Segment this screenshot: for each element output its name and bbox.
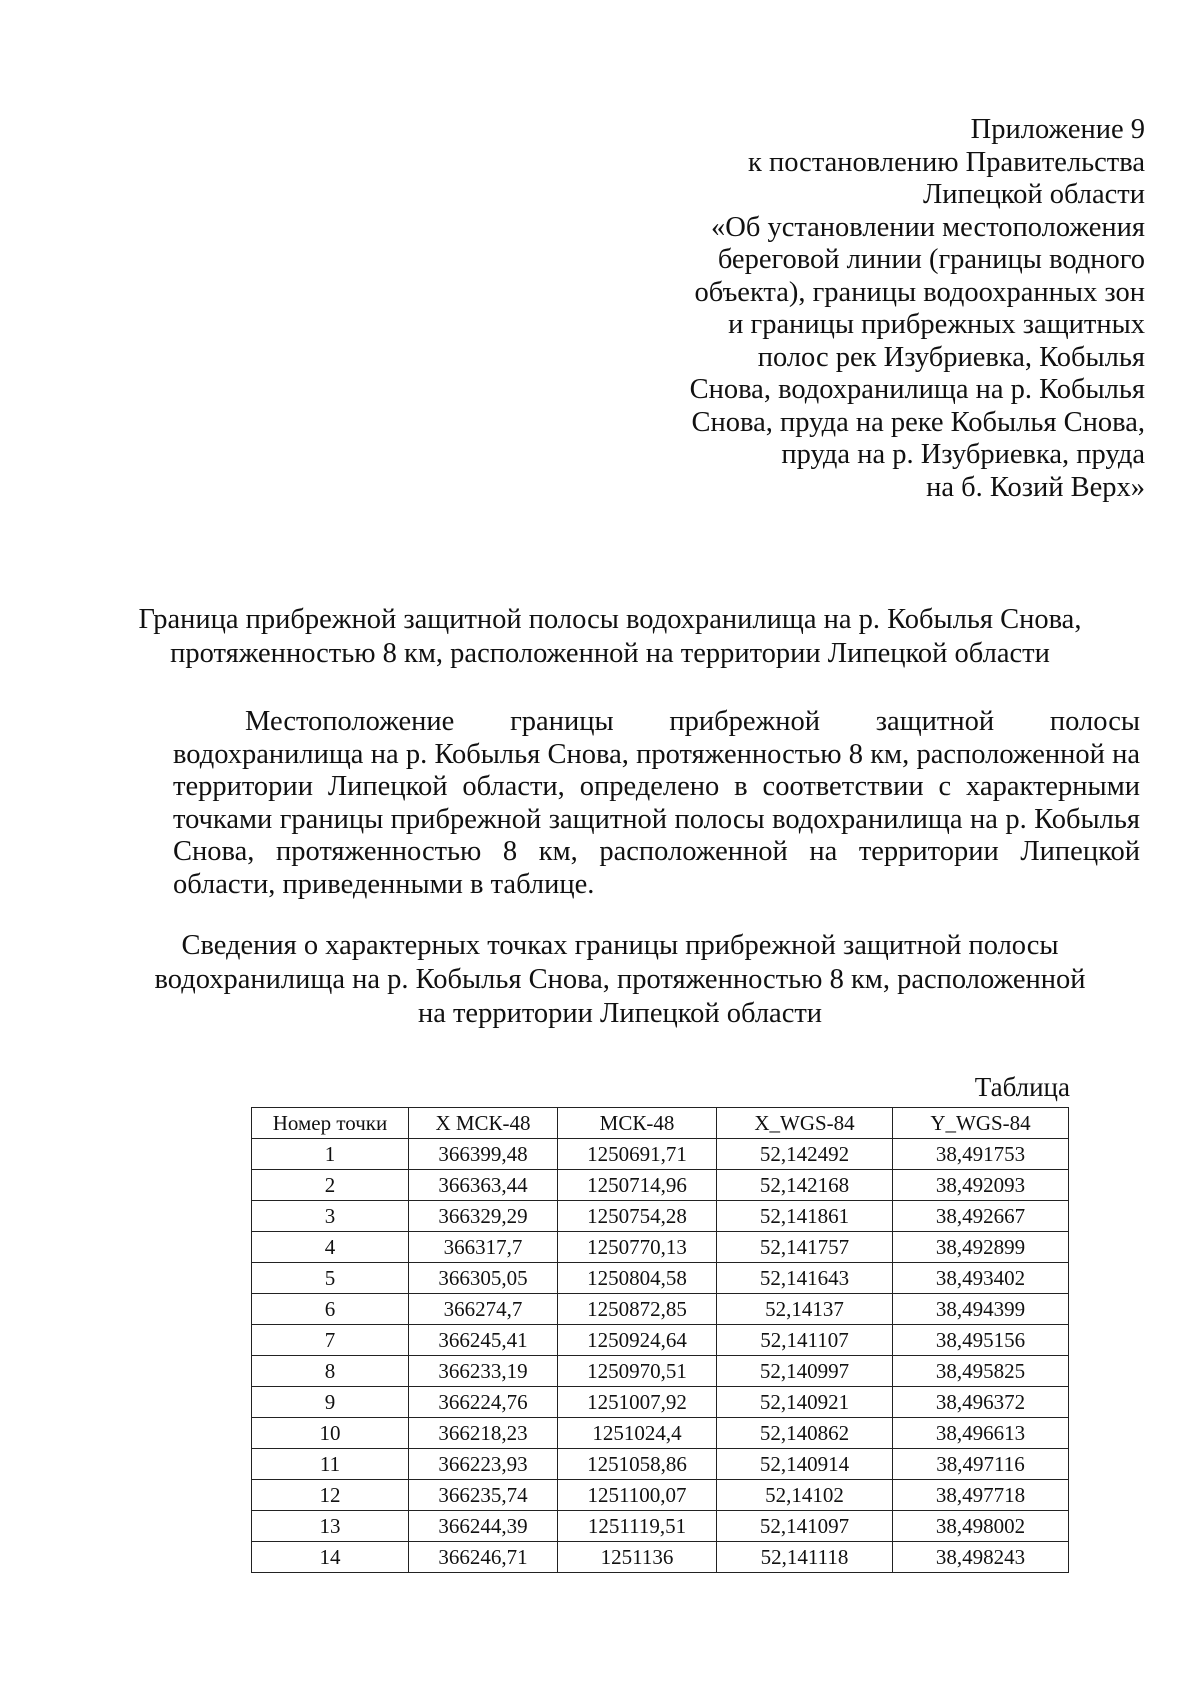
table-cell: 366235,74 xyxy=(409,1480,558,1511)
table-cell: 38,497116 xyxy=(893,1449,1069,1480)
table-cell: 52,140862 xyxy=(717,1418,893,1449)
header-y-wgs84: Y_WGS-84 xyxy=(893,1108,1069,1139)
table-cell: 1250770,13 xyxy=(558,1232,717,1263)
table-cell: 1251007,92 xyxy=(558,1387,717,1418)
table-cell: 52,141097 xyxy=(717,1511,893,1542)
table-cell: 38,497718 xyxy=(893,1480,1069,1511)
table-cell: 38,492667 xyxy=(893,1201,1069,1232)
table-cell: 52,140921 xyxy=(717,1387,893,1418)
table-cell: 1250804,58 xyxy=(558,1263,717,1294)
table-cell: 11 xyxy=(252,1449,409,1480)
annex-line: Приложение 9 xyxy=(970,114,1145,145)
header-x-msk48: X МСК-48 xyxy=(409,1108,558,1139)
table-cell: 52,142492 xyxy=(717,1139,893,1170)
table-cell: 52,141861 xyxy=(717,1201,893,1232)
table-row xyxy=(252,1325,1069,1356)
table-row xyxy=(252,1139,1069,1170)
annex-line: на б. Козий Верх» xyxy=(926,471,1145,503)
annex-line: полос рек Изубриевка, Кобылья xyxy=(757,341,1145,373)
table-cell: 52,141118 xyxy=(717,1542,893,1573)
table-cell: 52,141643 xyxy=(717,1263,893,1294)
table-cell: 366274,7 xyxy=(409,1294,558,1325)
table-cell: 6 xyxy=(252,1294,409,1325)
table-cell: 366399,48 xyxy=(409,1139,558,1170)
table-cell: 38,498243 xyxy=(893,1542,1069,1573)
table-cell: 1 xyxy=(252,1139,409,1170)
annex-header xyxy=(585,114,1145,504)
table-cell: 52,142168 xyxy=(717,1170,893,1201)
table-row xyxy=(252,1263,1069,1294)
table-cell: 366223,93 xyxy=(409,1449,558,1480)
table-cell: 366305,05 xyxy=(409,1263,558,1294)
table-cell: 1251058,86 xyxy=(558,1449,717,1480)
table-cell: 8 xyxy=(252,1356,409,1387)
table-cell: 38,496372 xyxy=(893,1387,1069,1418)
table-cell: 1251136 xyxy=(558,1542,717,1573)
annex-line: Снова, пруда на реке Кобылья Снова, xyxy=(691,406,1145,438)
annex-line: и границы прибрежных защитных xyxy=(728,309,1145,340)
table-cell: 1250970,51 xyxy=(558,1356,717,1387)
table-cell: 1250691,71 xyxy=(558,1139,717,1170)
table-row xyxy=(252,1294,1069,1325)
table-row xyxy=(252,1201,1069,1232)
table-cell: 1251024,4 xyxy=(558,1418,717,1449)
table-cell: 366224,76 xyxy=(409,1387,558,1418)
table-cell: 366233,19 xyxy=(409,1356,558,1387)
table-cell: 38,498002 xyxy=(893,1511,1069,1542)
table-row xyxy=(252,1480,1069,1511)
table-cell: 4 xyxy=(252,1232,409,1263)
table-body xyxy=(252,1139,1069,1573)
table-cell: 366245,41 xyxy=(409,1325,558,1356)
table-cell: 1250924,64 xyxy=(558,1325,717,1356)
table-cell: 366246,71 xyxy=(409,1542,558,1573)
table-cell: 366363,44 xyxy=(409,1170,558,1201)
heading-line: Сведения о характерных точках границы прибрежной защитной полосы xyxy=(181,930,1059,961)
table-cell: 1251119,51 xyxy=(558,1511,717,1542)
table-row xyxy=(252,1356,1069,1387)
coordinates-table xyxy=(251,1107,1069,1573)
table-cell: 38,491753 xyxy=(893,1139,1069,1170)
table-cell: 13 xyxy=(252,1511,409,1542)
table-row xyxy=(252,1170,1069,1201)
table-cell: 7 xyxy=(252,1325,409,1356)
section-heading xyxy=(110,603,1110,671)
table-cell: 1251100,07 xyxy=(558,1480,717,1511)
table-cell: 52,141757 xyxy=(717,1232,893,1263)
annex-line: объекта), границы водоохранных зон xyxy=(694,276,1145,308)
table-cell: 3 xyxy=(252,1201,409,1232)
table-cell: 38,492899 xyxy=(893,1232,1069,1263)
heading-line: протяженностью 8 км, расположенной на территории Липецкой области xyxy=(170,638,1050,669)
table-cell: 366329,29 xyxy=(409,1201,558,1232)
table-cell: 38,496613 xyxy=(893,1418,1069,1449)
annex-line: «Об установлении местоположения xyxy=(711,211,1145,243)
table-caption: Таблица xyxy=(974,1072,1070,1102)
table-row xyxy=(252,1511,1069,1542)
body-paragraph: Местоположение границы прибрежной защитной полосы водохранилища на р. Кобылья Снова, протяженностью 8 км, расположенной на территории Липецкой области, определено в соответствии с характерными точками границы прибрежной защитной полосы водохранилища на р. Кобылья Снова, протяженностью 8 км, расположенной на территории Липецкой области, приведенными в таблице. xyxy=(173,706,1140,900)
heading-line: водохранилища на р. Кобылья Снова, протяженностью 8 км, расположенной xyxy=(154,964,1086,995)
table-row xyxy=(252,1418,1069,1449)
table-heading xyxy=(120,929,1120,1031)
annex-line: Липецкой области xyxy=(922,179,1145,210)
table-cell: 52,14137 xyxy=(717,1294,893,1325)
table-cell: 38,493402 xyxy=(893,1263,1069,1294)
table-cell: 38,492093 xyxy=(893,1170,1069,1201)
table-cell: 366218,23 xyxy=(409,1418,558,1449)
table-cell: 9 xyxy=(252,1387,409,1418)
header-msk48: МСК-48 xyxy=(558,1108,717,1139)
table-header-row xyxy=(252,1108,1069,1139)
table-cell: 38,495156 xyxy=(893,1325,1069,1356)
table-row xyxy=(252,1387,1069,1418)
annex-line: береговой линии (границы водного xyxy=(717,244,1145,275)
table-cell: 52,140997 xyxy=(717,1356,893,1387)
table-cell: 1250714,96 xyxy=(558,1170,717,1201)
table-cell: 38,495825 xyxy=(893,1356,1069,1387)
header-x-wgs84: X_WGS-84 xyxy=(717,1108,893,1139)
table-cell: 52,140914 xyxy=(717,1449,893,1480)
table-cell: 366317,7 xyxy=(409,1232,558,1263)
table-row xyxy=(252,1449,1069,1480)
table-cell: 2 xyxy=(252,1170,409,1201)
annex-line: пруда на р. Изубриевка, пруда xyxy=(781,439,1145,470)
table-cell: 38,494399 xyxy=(893,1294,1069,1325)
table-cell: 52,141107 xyxy=(717,1325,893,1356)
table-cell: 1250872,85 xyxy=(558,1294,717,1325)
table-cell: 10 xyxy=(252,1418,409,1449)
annex-line: Снова, водохранилища на р. Кобылья xyxy=(689,374,1145,405)
table-cell: 366244,39 xyxy=(409,1511,558,1542)
table-cell: 52,14102 xyxy=(717,1480,893,1511)
table-cell: 5 xyxy=(252,1263,409,1294)
table-cell: 14 xyxy=(252,1542,409,1573)
table-cell: 1250754,28 xyxy=(558,1201,717,1232)
table-row xyxy=(252,1542,1069,1573)
heading-line: Граница прибрежной защитной полосы водохранилища на р. Кобылья Снова, xyxy=(138,604,1082,635)
heading-line: на территории Липецкой области xyxy=(417,998,823,1029)
header-point-number: Номер точки xyxy=(252,1108,409,1139)
annex-line: к постановлению Правительства xyxy=(747,146,1145,178)
table-row xyxy=(252,1232,1069,1263)
table-cell: 12 xyxy=(252,1480,409,1511)
